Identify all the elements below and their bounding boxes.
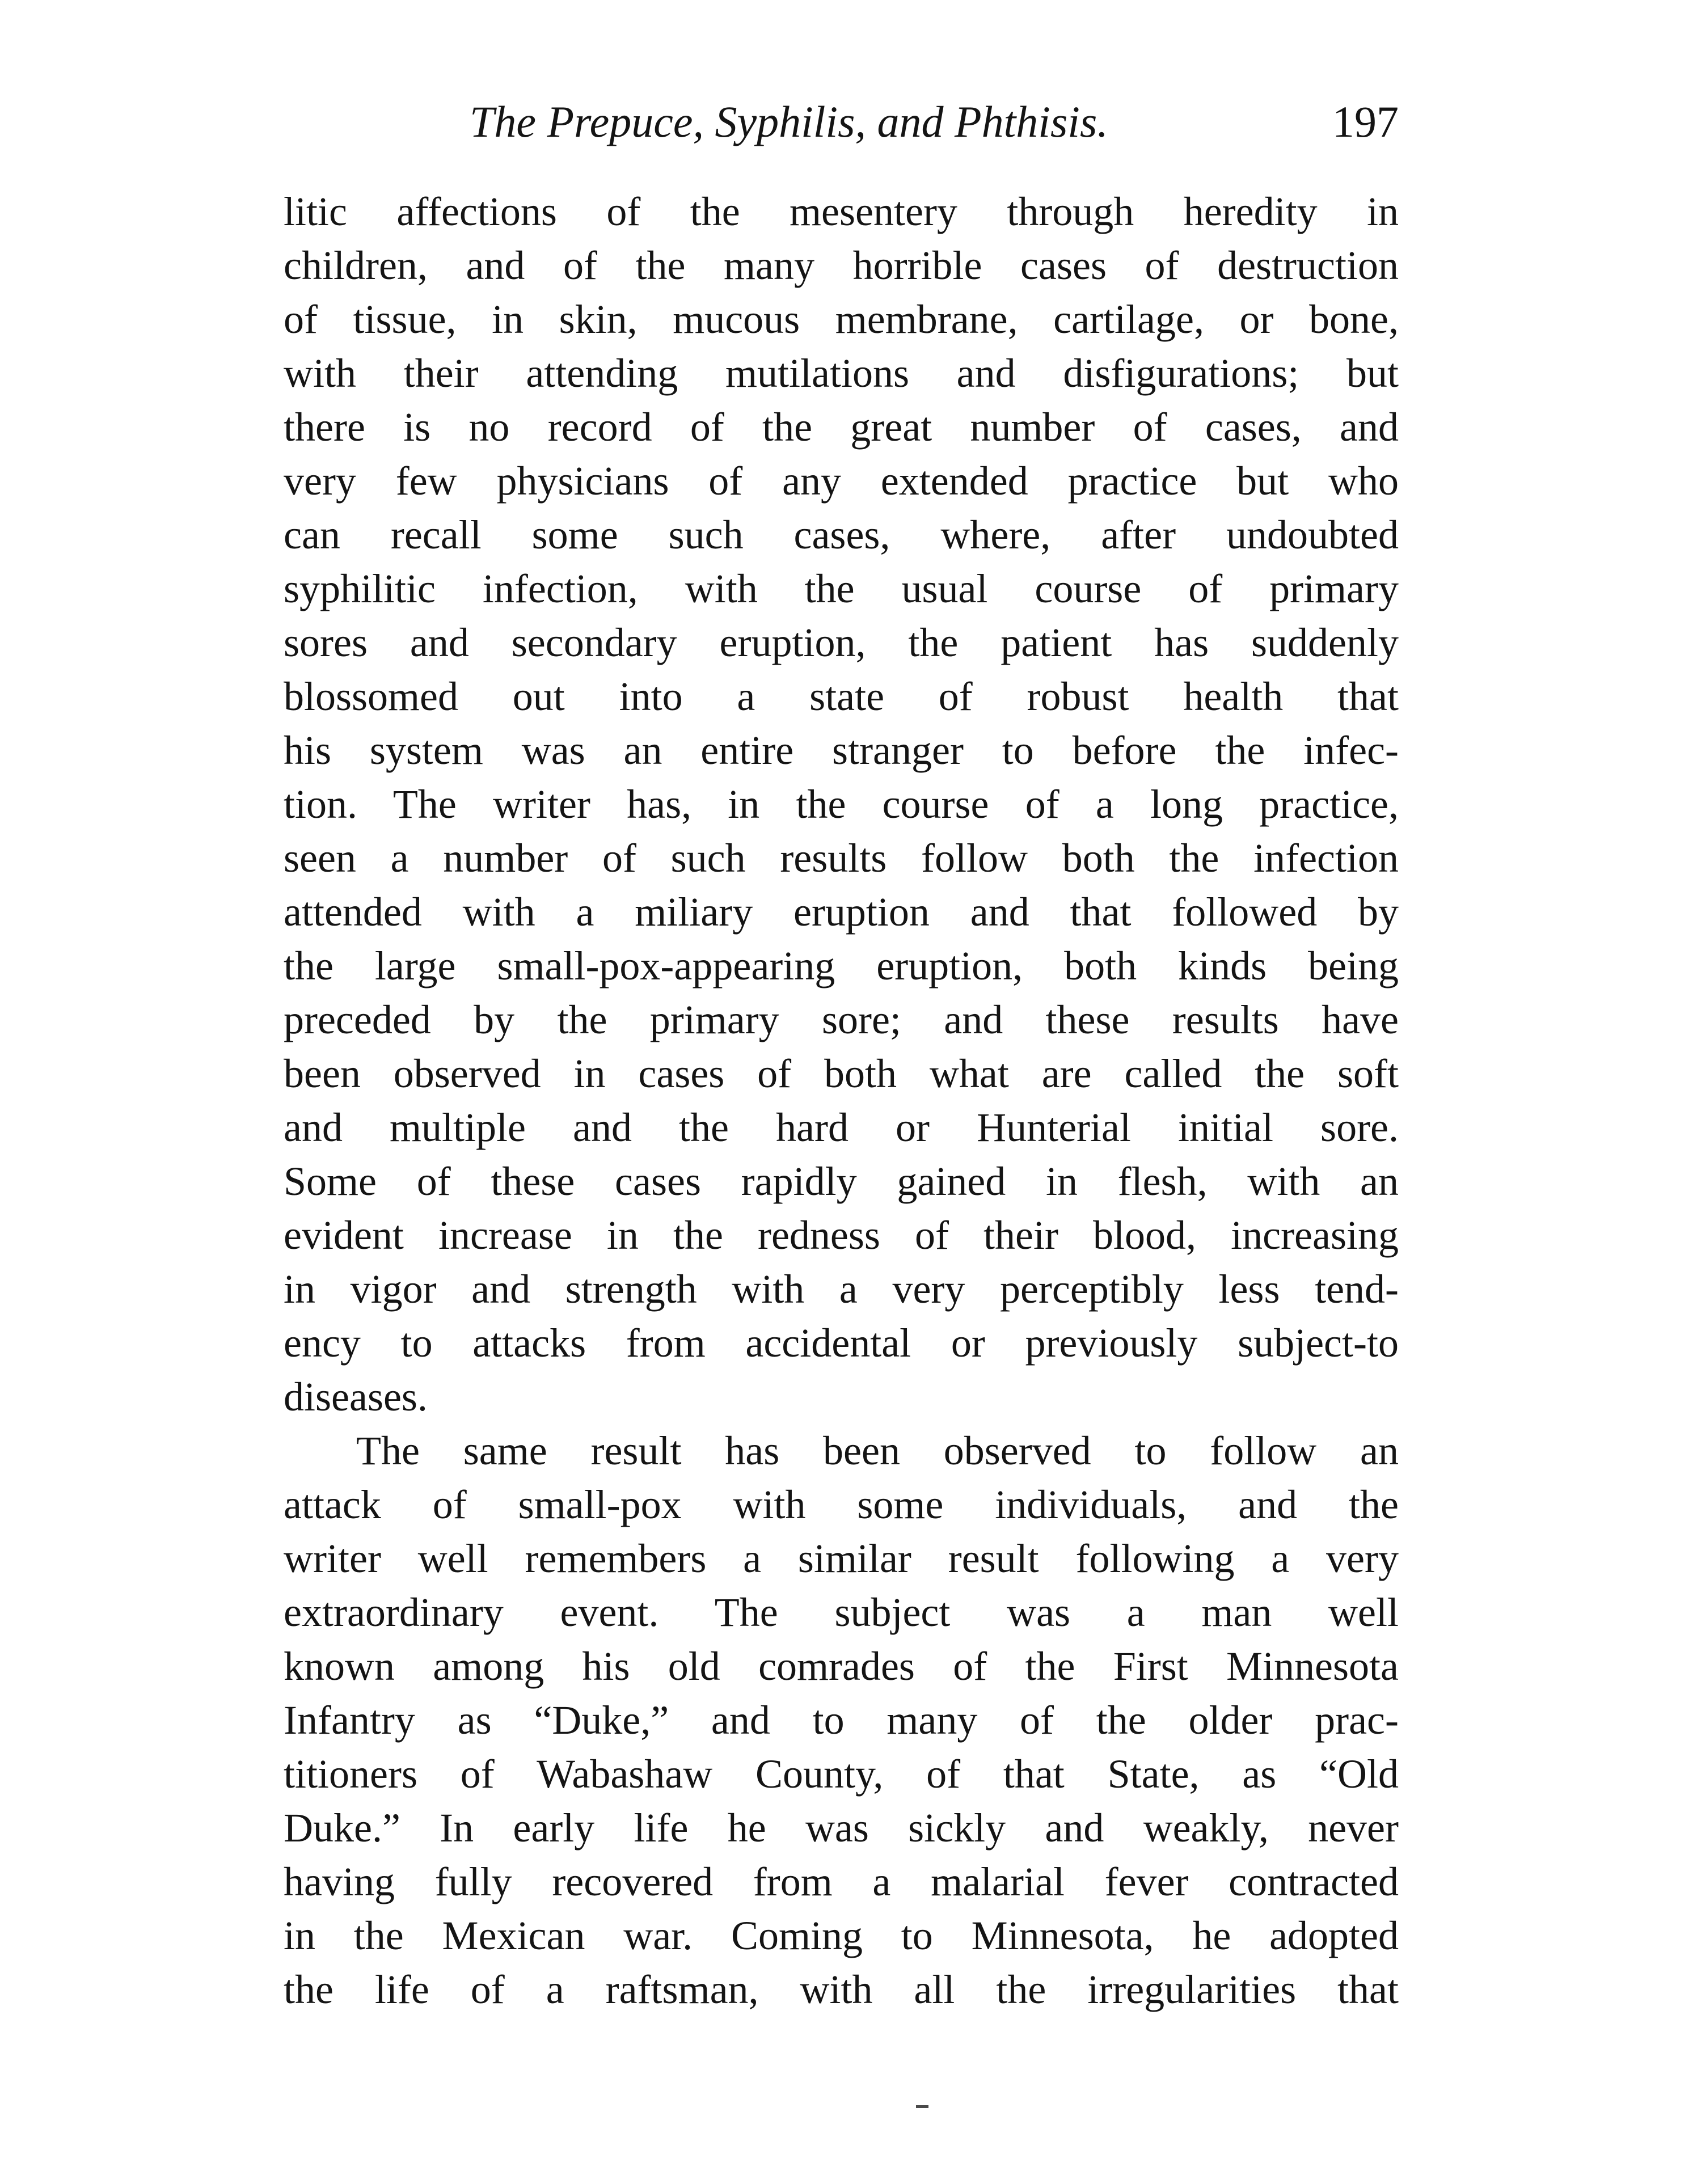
body-text [284, 185, 1399, 2017]
text-line: diseases. [284, 1374, 428, 1420]
text-line: the large small-pox-appearing eruption, both kinds being [284, 943, 1399, 988]
text-line: titioners of Wabashaw County, of that State, as “Old [284, 1751, 1399, 1797]
text-line: very few physicians of any extended practice but who [284, 458, 1399, 504]
text-line: the life of a raftsman, with all the irregularities that [284, 1967, 1399, 2012]
text-line: and multiple and the hard or Hunterial initial sore. [284, 1105, 1399, 1150]
paragraph-2 [284, 1424, 1399, 2017]
text-line: attack of small-pox with some individuals, and the [284, 1482, 1399, 1527]
text-line: known among his old comrades of the First Minnesota [284, 1644, 1399, 1689]
text-line: evident increase in the redness of their blood, increasing [284, 1213, 1399, 1258]
text-line: of tissue, in skin, mucous membrane, cartilage, or bone, [284, 297, 1399, 342]
text-line: seen a number of such results follow both the infection [284, 835, 1399, 881]
text-line: extraordinary event. The subject was a man well [284, 1590, 1399, 1635]
page-number: 197 [1332, 97, 1399, 146]
text-line: tion. The writer has, in the course of a long practice, [284, 781, 1399, 827]
text-line: in vigor and strength with a very perceptibly less tend- [284, 1266, 1399, 1312]
paragraph-1 [284, 185, 1399, 1424]
text-line: his system was an entire stranger to before the infec- [284, 728, 1399, 773]
text-line: sores and secondary eruption, the patient has suddenly [284, 620, 1399, 665]
text-line: Some of these cases rapidly gained in flesh, with an [284, 1159, 1399, 1204]
text-line: The same result has been observed to follow an [356, 1428, 1399, 1473]
text-line: Duke.” In early life he was sickly and weakly, never [284, 1805, 1399, 1851]
running-title: The Prepuce, Syphilis, and Phthisis. [470, 97, 1108, 146]
text-line: writer well remembers a similar result following a very [284, 1536, 1399, 1581]
print-mark [916, 2105, 928, 2108]
text-line: with their attending mutilations and disfigurations; but [284, 350, 1399, 396]
text-line: preceded by the primary sore; and these results have [284, 997, 1399, 1042]
text-line: can recall some such cases, where, after undoubted [284, 512, 1399, 557]
text-line: having fully recovered from a malarial fever contracted [284, 1859, 1399, 1904]
text-line: there is no record of the great number of cases, and [284, 404, 1399, 450]
text-line: in the Mexican war. Coming to Minnesota, he adopted [284, 1913, 1399, 1958]
text-line: litic affections of the mesentery through heredity in [284, 189, 1399, 234]
text-line: attended with a miliary eruption and that followed by [284, 889, 1399, 935]
text-line: Infantry as “Duke,” and to many of the older prac- [284, 1697, 1399, 1743]
text-line: blossomed out into a state of robust health that [284, 674, 1399, 719]
text-line: been observed in cases of both what are called the soft [284, 1051, 1399, 1096]
running-head [284, 91, 1399, 153]
text-line: syphilitic infection, with the usual course of primary [284, 566, 1399, 611]
text-line: children, and of the many horrible cases of destruction [284, 243, 1399, 288]
text-line: ency to attacks from accidental or previously subject-to [284, 1320, 1399, 1366]
